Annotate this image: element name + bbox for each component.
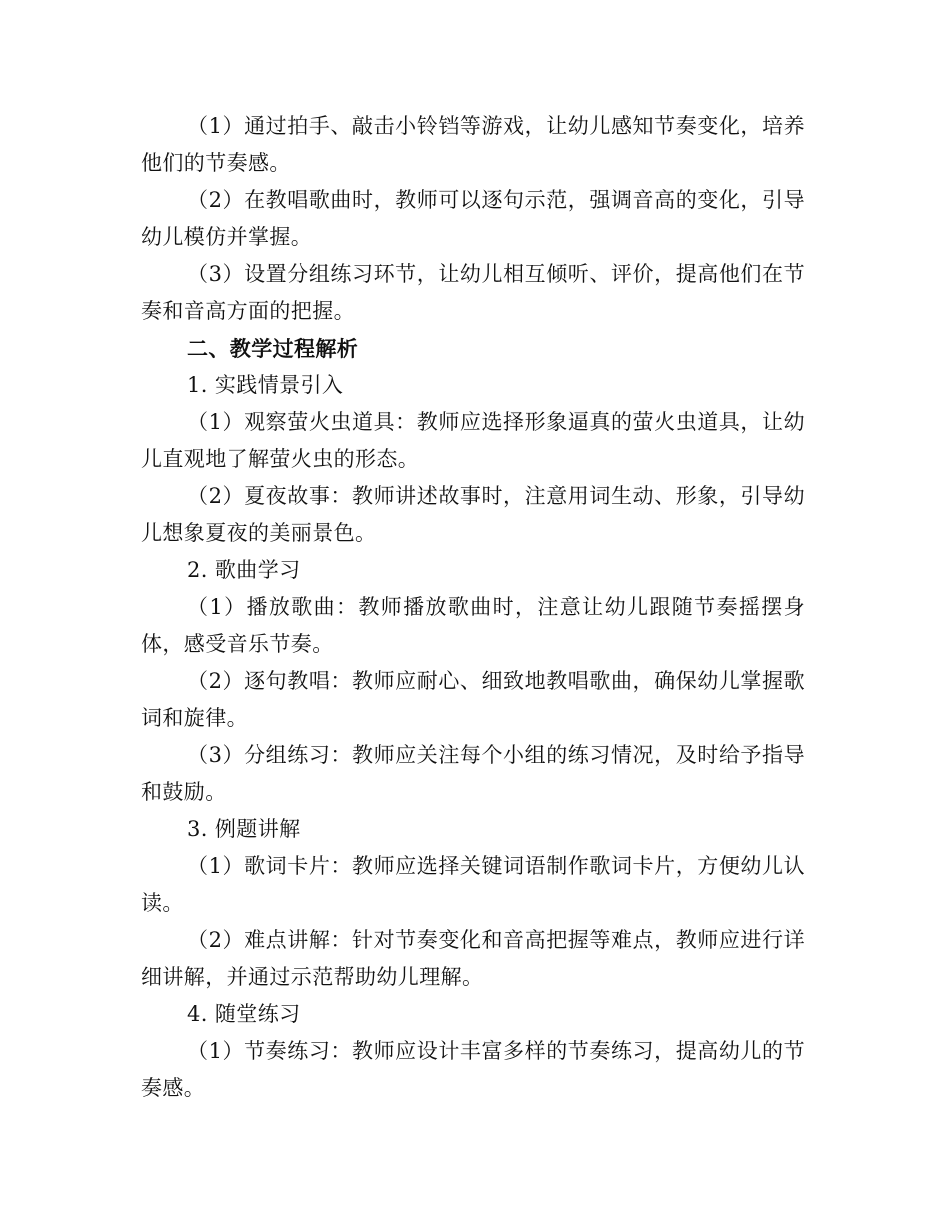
paragraph-difficulty-explanation: （2）难点讲解：针对节奏变化和音高把握等难点，教师应进行详细讲解，并通过示范帮助幼儿理解。 xyxy=(141,928,805,989)
subheading-example-explanation: 3. 例题讲解 xyxy=(187,817,301,841)
paragraph-line-by-line: （2）逐句教唱：教师应耐心、细致地教唱歌曲，确保幼儿掌握歌词和旋律。 xyxy=(141,669,805,730)
document-body xyxy=(141,108,805,1107)
paragraph-group-practice: （3）设置分组练习环节，让幼儿相互倾听、评价，提高他们在节奏和音高方面的把握。 xyxy=(141,262,805,323)
paragraph-rhythm-exercise: （1）节奏练习：教师应设计丰富多样的节奏练习，提高幼儿的节奏感。 xyxy=(141,1039,805,1100)
section-heading-teaching-process: 二、教学过程解析 xyxy=(187,336,359,361)
paragraph-play-song: （1）播放歌曲：教师播放歌曲时，注意让幼儿跟随节奏摇摆身体，感受音乐节奏。 xyxy=(141,595,805,656)
paragraph-sentence-demo: （2）在教唱歌曲时，教师可以逐句示范，强调音高的变化，引导幼儿模仿并掌握。 xyxy=(141,188,805,249)
paragraph-rhythm-games: （1）通过拍手、敲击小铃铛等游戏，让幼儿感知节奏变化，培养他们的节奏感。 xyxy=(141,114,805,175)
subheading-song-learning: 2. 歌曲学习 xyxy=(187,558,301,582)
paragraph-group-exercise: （3）分组练习：教师应关注每个小组的练习情况，及时给予指导和鼓励。 xyxy=(141,743,805,804)
paragraph-lyric-cards: （1）歌词卡片：教师应选择关键词语制作歌词卡片，方便幼儿认读。 xyxy=(141,854,805,915)
paragraph-firefly-props: （1）观察萤火虫道具：教师应选择形象逼真的萤火虫道具，让幼儿直观地了解萤火虫的形态。 xyxy=(141,410,805,471)
paragraph-summer-story: （2）夏夜故事：教师讲述故事时，注意用词生动、形象，引导幼儿想象夏夜的美丽景色。 xyxy=(141,484,805,545)
subheading-class-practice: 4. 随堂练习 xyxy=(187,1002,301,1026)
subheading-scenario-intro: 1. 实践情景引入 xyxy=(187,373,344,397)
